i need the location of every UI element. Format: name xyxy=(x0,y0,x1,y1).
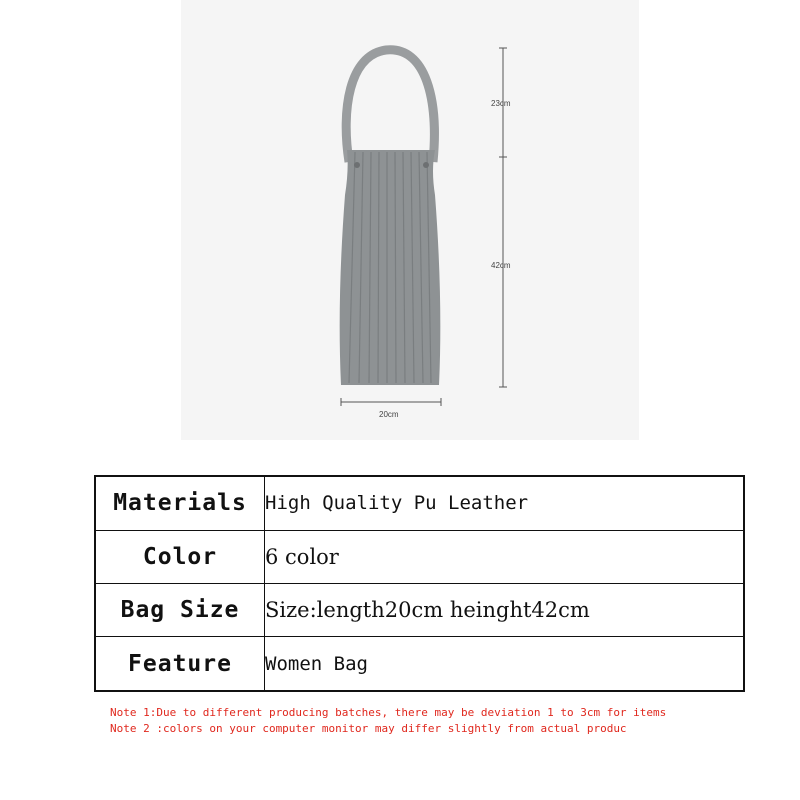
note-2: Note 2 :colors on your computer monitor may differ slightly from actual produc xyxy=(110,722,627,735)
bag-body xyxy=(340,150,441,385)
notes xyxy=(110,705,666,737)
bag-size-value: Size:length20cm heinght42cm xyxy=(265,583,745,636)
width-dimension-line xyxy=(341,398,441,406)
width-label: 20cm xyxy=(379,410,399,419)
table-row xyxy=(95,637,744,691)
pleated-bag-illustration xyxy=(181,0,639,440)
bag-strap xyxy=(346,50,434,162)
table-row xyxy=(95,476,744,530)
rivet-right xyxy=(423,162,429,168)
table-row xyxy=(95,583,744,636)
materials-label: Materials xyxy=(95,476,265,530)
color-value: 6 color xyxy=(265,530,745,583)
strap-height-label: 23cm xyxy=(491,99,511,108)
spec-table xyxy=(94,475,745,692)
feature-value: Women Bag xyxy=(265,637,745,691)
color-label: Color xyxy=(95,530,265,583)
note-1: Note 1:Due to different producing batches, there may be deviation 1 to 3cm for items xyxy=(110,706,667,719)
product-photo xyxy=(181,0,639,440)
materials-value: High Quality Pu Leather xyxy=(265,476,745,530)
bag-size-label: Bag Size xyxy=(95,583,265,636)
feature-label: Feature xyxy=(95,637,265,691)
table-row xyxy=(95,530,744,583)
rivet-left xyxy=(354,162,360,168)
body-height-label: 42cm xyxy=(491,261,511,270)
